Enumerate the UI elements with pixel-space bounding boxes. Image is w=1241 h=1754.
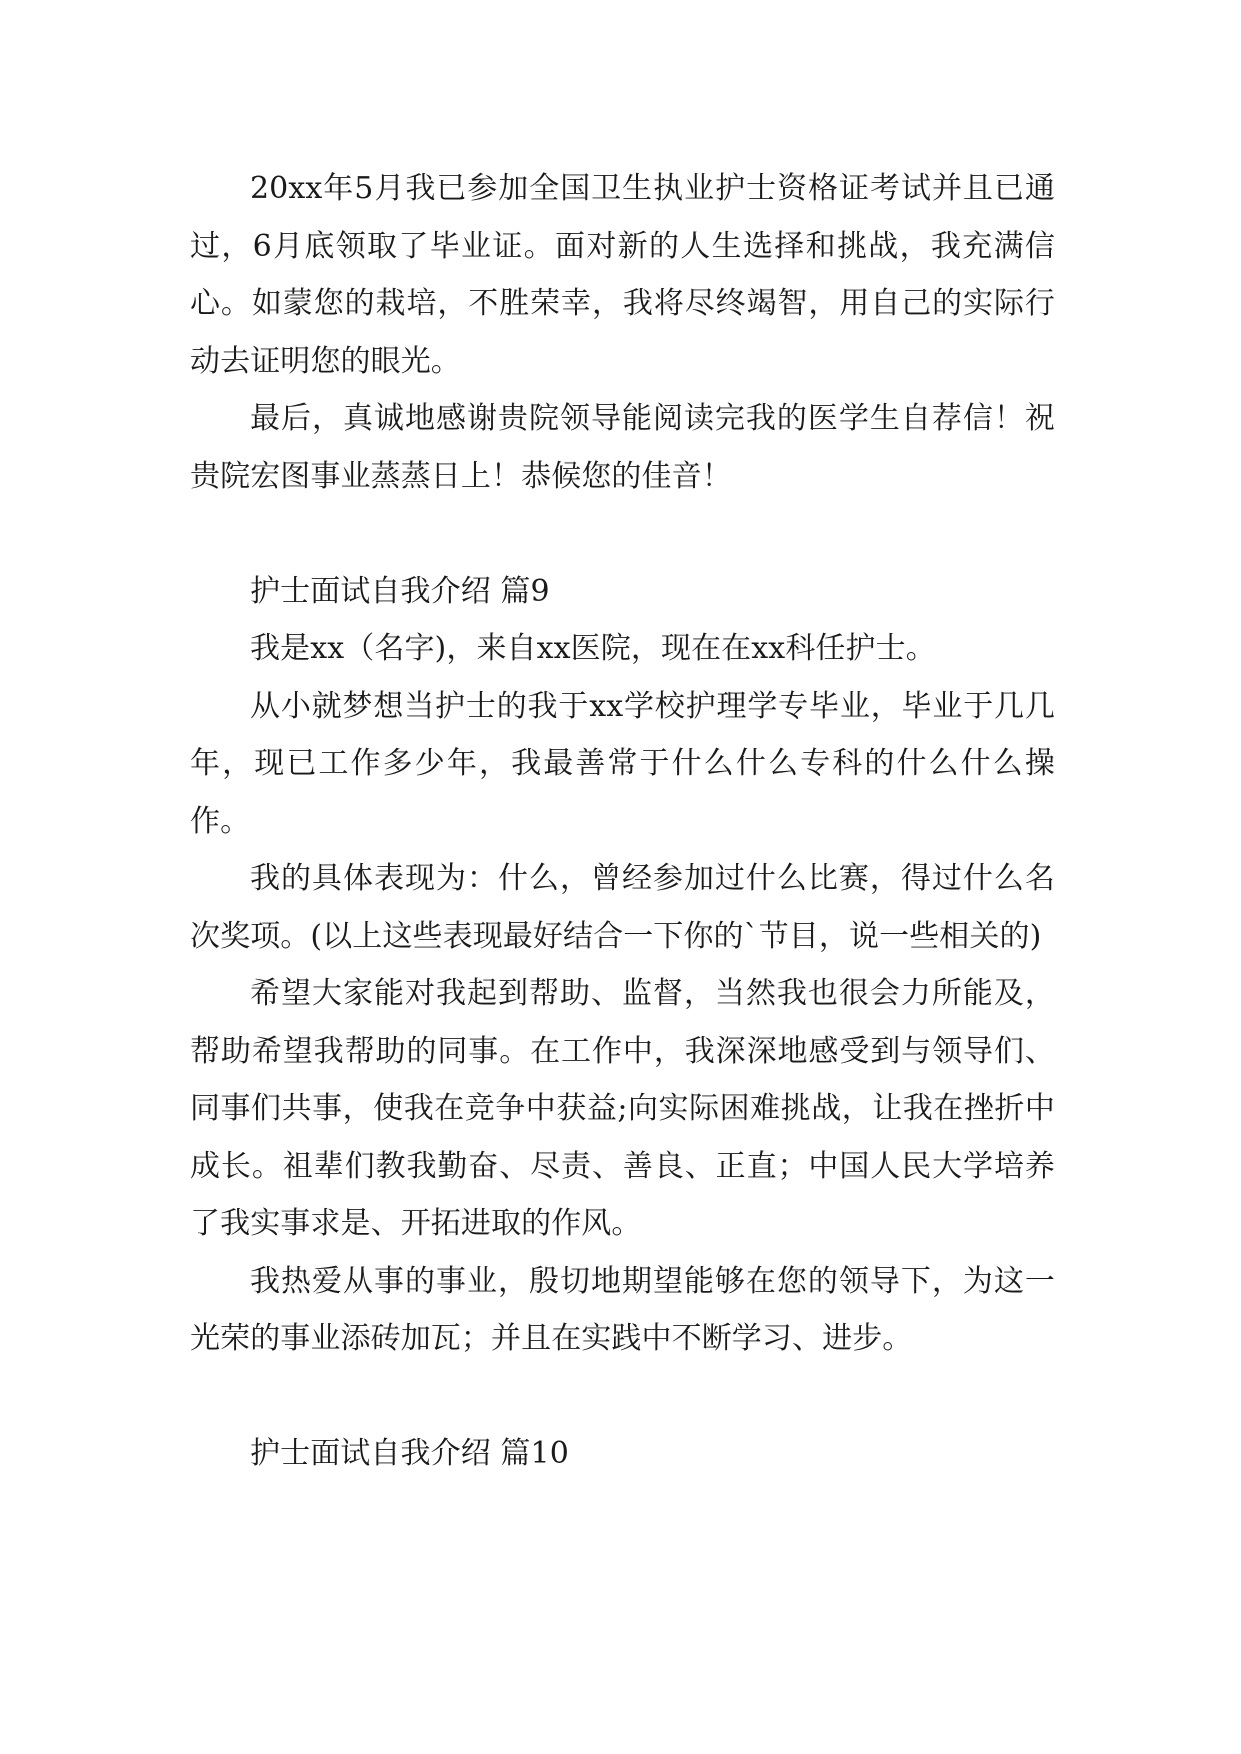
paragraph: 从小就梦想当护士的我于xx学校护理学专毕业，毕业于几几年，现已工作多少年，我最善常于什么什么专科的什么什么操作。 (190, 688, 1055, 839)
paragraph: 20xx年5月我已参加全国卫生执业护士资格证考试并且已通过，6月底领取了毕业证。面对新的人生选择和挑战，我充满信心。如蒙您的栽培，不胜荣幸，我将尽终竭智，用自己的实际行动去证明您的眼光。 (190, 171, 1055, 379)
paragraph: 我热爱从事的事业，殷切地期望能够在您的领导下，为这一光荣的事业添砖加瓦；并且在实践中不断学习、进步。 (190, 1263, 1055, 1356)
paragraph: 希望大家能对我起到帮助、监督，当然我也很会力所能及，帮助希望我帮助的同事。在工作中，我深深地感受到与领导们、同事们共事，使我在竞争中获益;向实际困难挑战，让我在挫折中成长。祖辈们教我勤奋、尽责、善良、正直；中国人民大学培养了我实事求是、开拓进取的作风。 (190, 976, 1055, 1241)
document-body (190, 160, 1055, 1483)
paragraph: 我的具体表现为：什么，曾经参加过什么比赛，得过什么名次奖项。(以上这些表现最好结合一下你的`节目，说一些相关的) (190, 861, 1055, 954)
section-spacer (190, 505, 1055, 563)
paragraph: 我是xx（名字)，来自xx医院，现在在xx科任护士。 (250, 631, 936, 666)
section-heading-9: 护士面试自我介绍 篇9 (250, 573, 550, 609)
section-spacer (190, 1368, 1055, 1426)
paragraph: 最后，真诚地感谢贵院领导能阅读完我的医学生自荐信！祝贵院宏图事业蒸蒸日上！恭候您的佳音！ (190, 401, 1055, 494)
section-heading-10: 护士面试自我介绍 篇10 (250, 1436, 569, 1471)
